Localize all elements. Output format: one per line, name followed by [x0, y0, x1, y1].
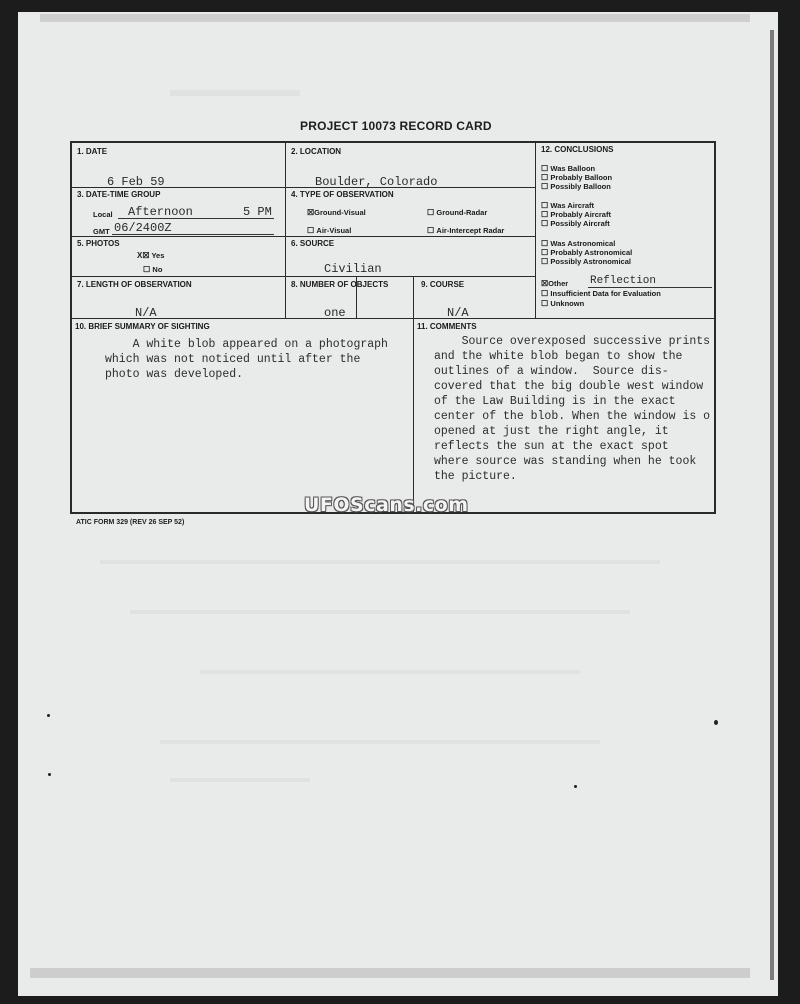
dtg-label: 3. DATE-TIME GROUP — [77, 190, 161, 199]
conclusion-option — [541, 173, 612, 182]
text-line: A white blob appeared on a photograph — [105, 338, 388, 351]
ground-radar-text: Ground-Radar — [436, 208, 488, 217]
text-line: Source overexposed successive prints — [434, 335, 711, 348]
source-value: Civilian — [324, 262, 382, 276]
conclusion-option — [541, 257, 631, 266]
location-label: 2. LOCATION — [291, 147, 342, 156]
photos-label: 5. PHOTOS — [77, 239, 120, 248]
checkbox-icon: ☐ — [541, 299, 551, 308]
form-number: ATIC FORM 329 (REV 26 SEP 52) — [76, 519, 185, 526]
other-text: Other — [548, 279, 569, 288]
other-underline — [588, 287, 712, 288]
course-value: N/A — [447, 306, 469, 320]
conclusion-other — [541, 279, 568, 288]
air-intercept-option — [427, 226, 504, 235]
scan-edge-bottom — [30, 968, 750, 978]
conclusion-option — [541, 248, 632, 257]
ground-radar-option — [427, 208, 487, 217]
conclusion-option-text: Possibly Aircraft — [550, 219, 610, 228]
divider — [71, 318, 715, 319]
location-value: Boulder, Colorado — [315, 175, 438, 189]
scan-edge-top — [40, 14, 750, 22]
photos-yes-text: Yes — [151, 251, 165, 260]
ground-visual-text: Ground-Visual — [314, 208, 366, 217]
conclusion-option — [541, 182, 611, 191]
conclusion-option — [541, 219, 610, 228]
date-label: 1. DATE — [77, 147, 108, 156]
bleed-mark — [100, 560, 660, 564]
scan-edge-right — [770, 30, 774, 980]
conclusion-option-text: Was Aircraft — [550, 201, 595, 210]
divider — [71, 276, 536, 277]
text-line: which was not noticed until after the — [105, 353, 361, 366]
local-time: 5 PM — [243, 205, 272, 219]
conclusion-option-text: Was Balloon — [550, 164, 596, 173]
conclusion-option-text: Was Astronomical — [550, 239, 616, 248]
length-value: N/A — [135, 306, 157, 320]
source-label: 6. SOURCE — [291, 239, 335, 248]
text-line: where source was standing when he took — [434, 455, 697, 468]
num-objects-label: 8. NUMBER OF OBJECTS — [291, 280, 389, 289]
watermark: UFOScans.com — [304, 494, 469, 516]
checkbox-icon: ☐ — [541, 289, 551, 298]
other-value: Reflection — [590, 275, 657, 287]
text-line: covered that the big double west window — [434, 380, 704, 393]
date-value: 6 Feb 59 — [107, 175, 165, 189]
divider — [285, 142, 286, 319]
checkbox-icon: ☐ — [541, 257, 551, 266]
comments-text — [434, 334, 710, 484]
divider — [535, 142, 536, 319]
unknown-text: Unknown — [550, 299, 585, 308]
text-line: photo was developed. — [105, 368, 244, 381]
checkbox-icon: ☐ — [541, 164, 551, 173]
text-line: and the white blob began to show the — [434, 350, 683, 363]
checkbox-icon: ☐ — [541, 210, 551, 219]
checkbox-icon: ☐ — [143, 265, 153, 274]
checkbox-icon: ☐ — [541, 173, 551, 182]
conclusion-option-text: Probably Aircraft — [550, 210, 611, 219]
bleed-mark — [160, 740, 600, 744]
dust-speck — [48, 773, 51, 776]
text-line: opened at just the right angle, it — [434, 425, 669, 438]
photos-no-option — [143, 265, 162, 274]
checkbox-icon: ☐ — [541, 182, 551, 191]
photos-no-text: No — [152, 265, 163, 274]
page-title: PROJECT 10073 RECORD CARD — [300, 119, 492, 133]
divider — [413, 276, 414, 512]
bleed-mark — [200, 670, 580, 674]
conclusion-option-text: Possibly Astronomical — [550, 257, 631, 266]
checkbox-icon: ☐ — [427, 226, 437, 235]
length-label: 7. LENGTH OF OBSERVATION — [77, 280, 192, 289]
text-line: the picture. — [434, 470, 517, 483]
conclusions-label: 12. CONCLUSIONS — [541, 145, 614, 154]
text-line: reflects the sun at the exact spot — [434, 440, 669, 453]
ground-visual-option — [307, 208, 366, 217]
course-label: 9. COURSE — [421, 280, 465, 289]
checked-box-icon: ☒ — [307, 208, 315, 217]
gmt-value: 06/2400Z — [114, 221, 172, 235]
air-visual-option — [307, 226, 351, 235]
local-label: Local — [93, 210, 113, 219]
local-value: Afternoon — [128, 205, 193, 219]
gmt-label: GMT — [93, 227, 110, 236]
checkbox-icon: ☐ — [541, 219, 551, 228]
conclusion-option — [541, 164, 595, 173]
checkbox-icon: ☐ — [427, 208, 437, 217]
summary-label: 10. BRIEF SUMMARY OF SIGHTING — [75, 322, 210, 331]
checked-box-icon: ☒ — [541, 279, 549, 288]
conclusion-option-text: Probably Astronomical — [550, 248, 633, 257]
checkbox-icon: ☐ — [541, 201, 551, 210]
checked-box-icon: X☒ — [137, 251, 150, 260]
conclusion-insufficient — [541, 289, 661, 298]
dust-speck — [574, 785, 577, 788]
conclusion-option — [541, 239, 615, 248]
photos-yes-option — [137, 251, 164, 260]
dust-speck — [47, 714, 50, 717]
air-intercept-text: Air-Intercept Radar — [436, 226, 505, 235]
bleed-mark — [170, 778, 310, 782]
dust-speck — [714, 720, 718, 725]
text-line: of the Law Building is in the exact — [434, 395, 676, 408]
divider — [71, 236, 536, 237]
num-objects-value: one — [324, 306, 346, 320]
conclusion-option-text: Probably Balloon — [550, 173, 613, 182]
checkbox-icon: ☐ — [541, 239, 551, 248]
comments-label: 11. COMMENTS — [417, 322, 477, 331]
air-visual-text: Air-Visual — [316, 226, 352, 235]
conclusion-unknown — [541, 299, 584, 308]
type-obs-label: 4. TYPE OF OBSERVATION — [291, 190, 394, 199]
text-line: outlines of a window. Source dis- — [434, 365, 669, 378]
summary-text — [105, 337, 388, 382]
conclusion-option — [541, 210, 611, 219]
bleed-mark — [170, 90, 300, 96]
conclusion-option — [541, 201, 594, 210]
checkbox-icon: ☐ — [307, 226, 317, 235]
insufficient-text: Insufficient Data for Evaluation — [550, 289, 661, 298]
checkbox-icon: ☐ — [541, 248, 551, 257]
conclusion-option-text: Possibly Balloon — [550, 182, 611, 191]
text-line: center of the blob. When the window is o — [434, 410, 711, 423]
bleed-mark — [130, 610, 630, 614]
